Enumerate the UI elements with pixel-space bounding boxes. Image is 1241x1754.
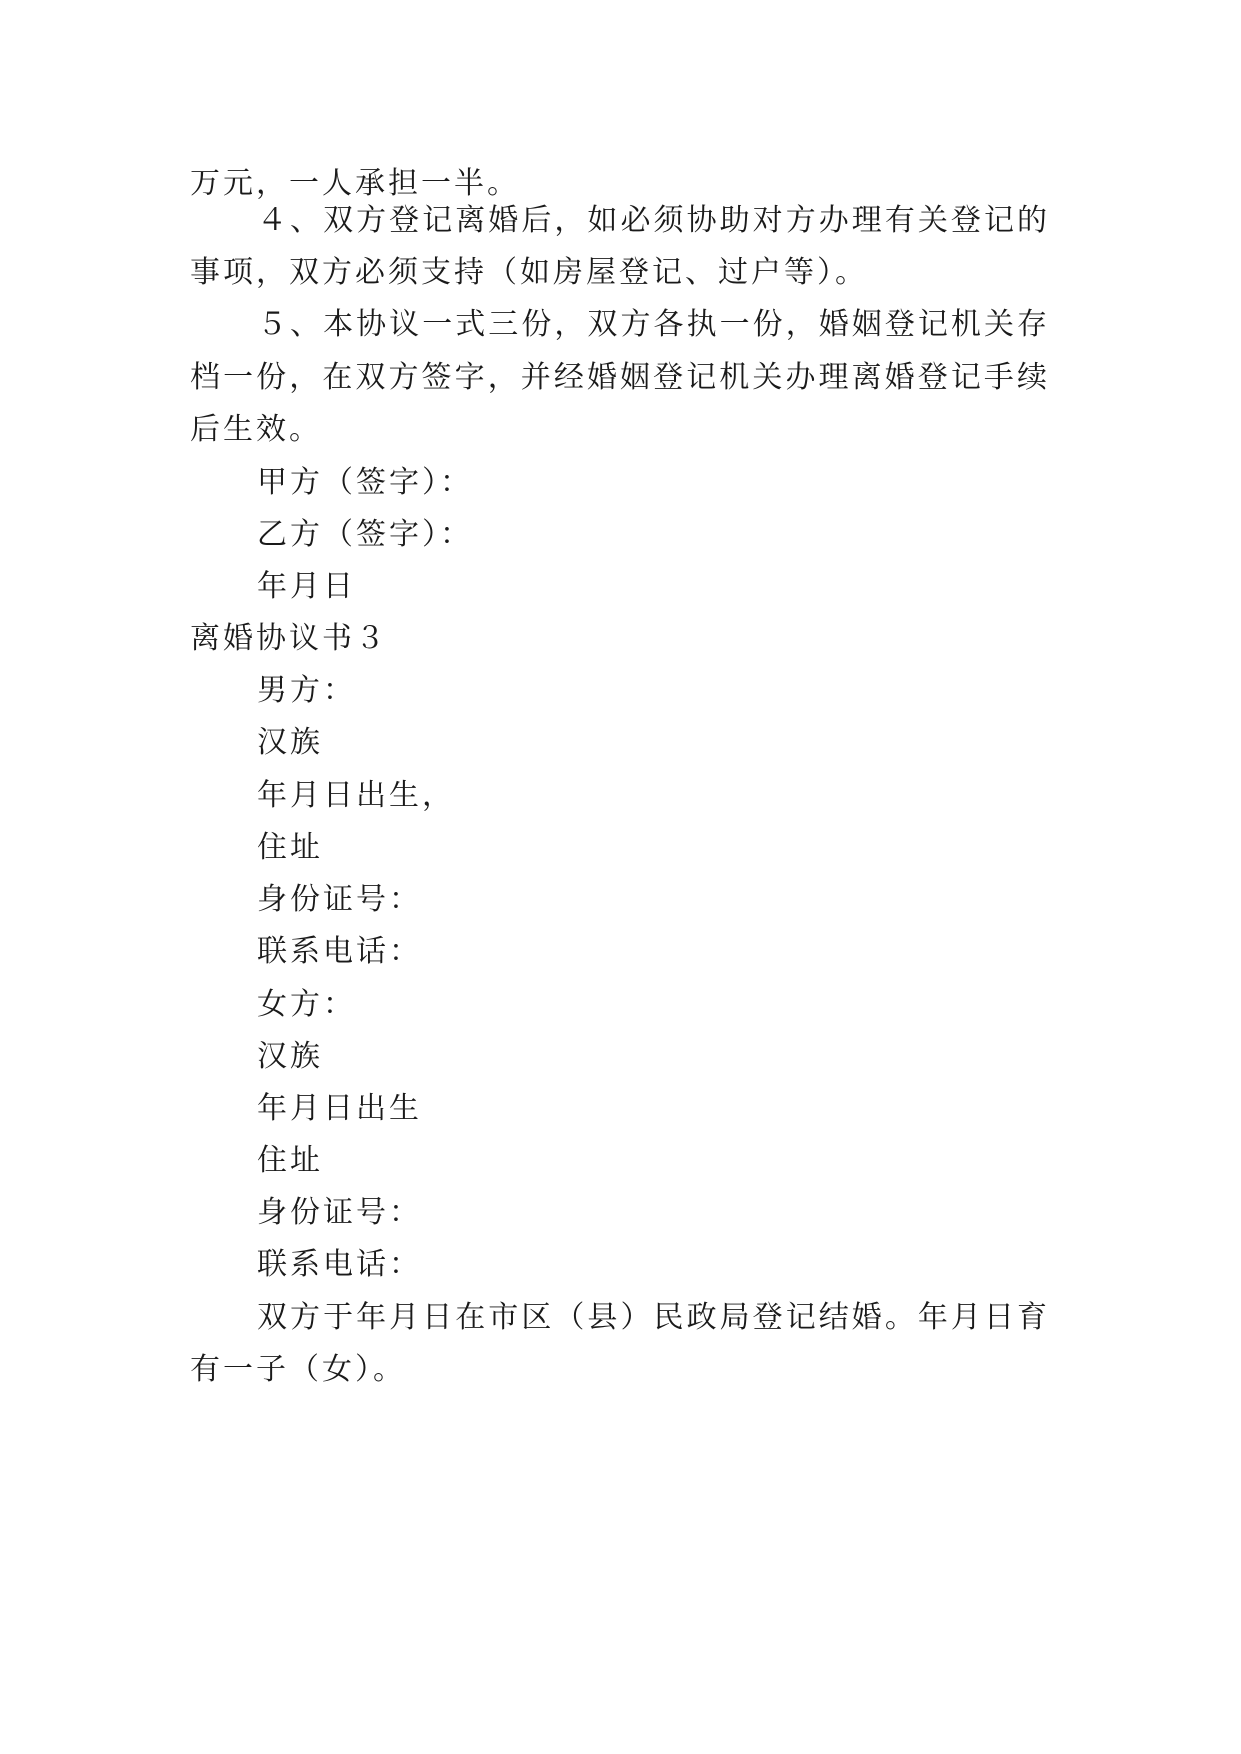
text-line: 双方于年月日在市区（县）民政局登记结婚。年月日育 — [257, 1300, 1050, 1335]
field-label: 年月日出生， — [257, 778, 455, 813]
field-label: 女方： — [257, 987, 356, 1022]
text-line: 事项，双方必须支持（如房屋登记、过户等）。 — [190, 255, 868, 290]
field-label: 联系电话： — [257, 1247, 422, 1282]
text-line: 后生效。 — [190, 412, 322, 447]
field-label: 年月日出生 — [257, 1091, 422, 1126]
signature-line-party-a: 甲方（签字）： — [257, 465, 473, 500]
field-label: 住址 — [257, 830, 323, 865]
field-label: 身份证号： — [257, 1195, 422, 1230]
field-label: 联系电话： — [257, 934, 422, 969]
field-label: 男方： — [257, 673, 356, 708]
text-line: 万元，一人承担一半。 — [190, 166, 520, 201]
field-label: 住址 — [257, 1143, 323, 1178]
text-line: ５、本协议一式三份，双方各执一份，婚姻登记机关存 — [257, 307, 1050, 342]
field-label: 汉族 — [257, 725, 323, 760]
text-line: 档一份，在双方签字，并经婚姻登记机关办理离婚登记手续 — [190, 360, 1050, 395]
text-line: 有一子（女）。 — [190, 1352, 406, 1387]
section-title: 离婚协议书３ — [190, 621, 388, 656]
text-line: ４、双方登记离婚后，如必须协助对方办理有关登记的 — [257, 203, 1050, 238]
field-label: 汉族 — [257, 1039, 323, 1074]
field-label: 身份证号： — [257, 882, 422, 917]
date-line: 年月日 — [257, 569, 356, 604]
signature-line-party-b: 乙方（签字）： — [257, 517, 473, 552]
